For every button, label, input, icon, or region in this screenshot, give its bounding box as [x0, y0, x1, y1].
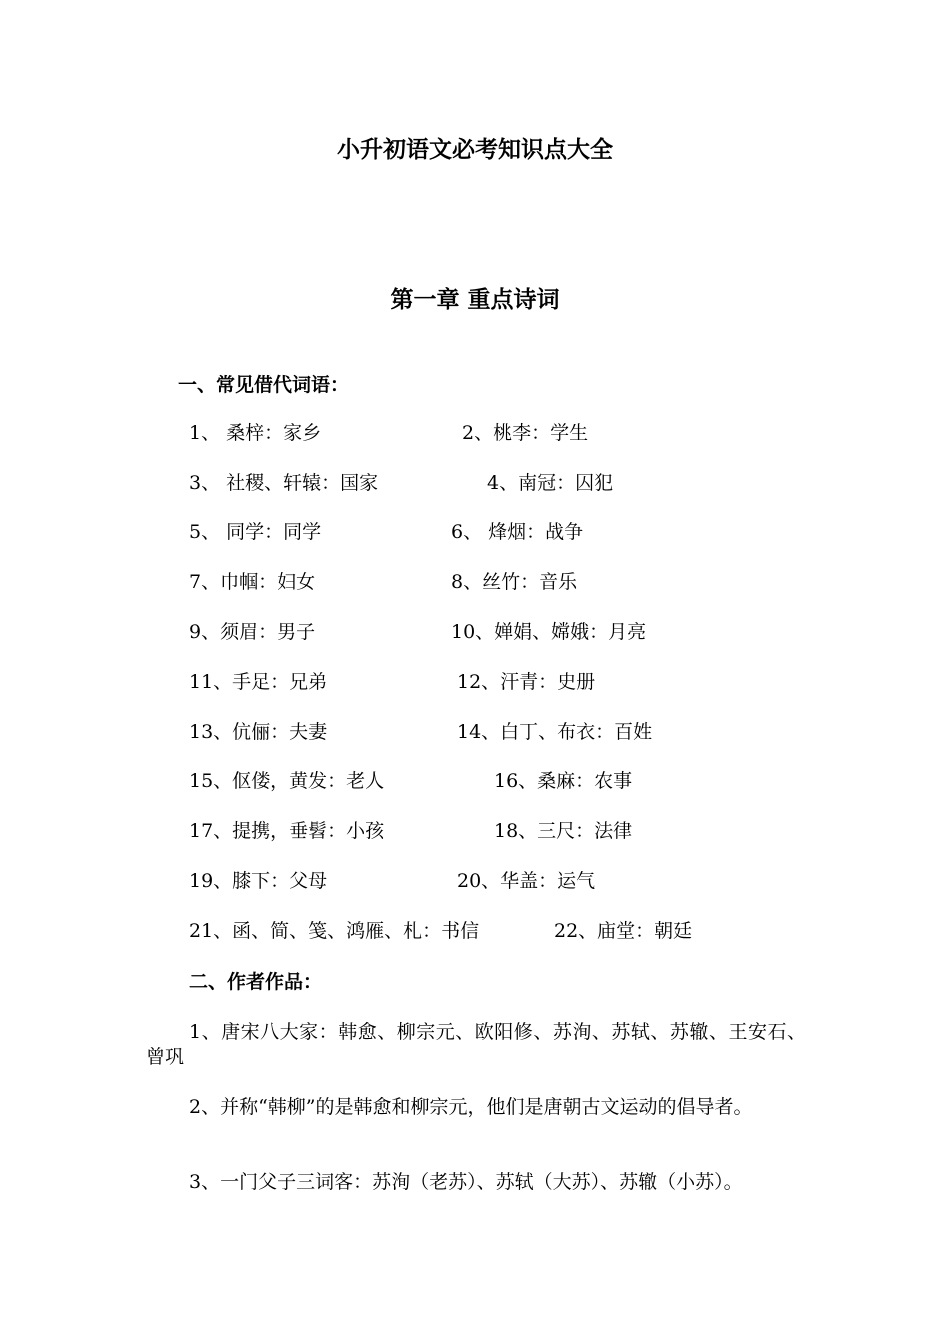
- metonymy-item: 21、函、简、笺、鸿雁、札：书信: [189, 920, 480, 942]
- metonymy-item: 5、 同学：同学: [189, 521, 322, 543]
- metonymy-item: 16、桑麻：农事: [494, 770, 633, 792]
- metonymy-item: 9、须眉：男子: [189, 621, 316, 643]
- metonymy-item: 13、伉俪：夫妻: [189, 721, 328, 743]
- metonymy-item: 12、汗青：史册: [457, 671, 596, 693]
- section-heading-authors: 二、作者作品：: [189, 971, 323, 993]
- chapter-title: 第一章 重点诗词: [390, 287, 560, 313]
- section-heading-metonymy: 一、常见借代词语：: [178, 374, 350, 396]
- metonymy-item: 20、华盖：运气: [457, 870, 596, 892]
- metonymy-item: 19、膝下：父母: [189, 870, 328, 892]
- metonymy-item: 8、丝竹：音乐: [451, 571, 578, 593]
- metonymy-item: 22、庙堂：朝廷: [554, 920, 693, 942]
- metonymy-item: 10、婵娟、嫦娥：月亮: [451, 621, 647, 643]
- metonymy-item: 7、巾帼：妇女: [189, 571, 316, 593]
- metonymy-item: 2、桃李：学生: [462, 422, 589, 444]
- author-paragraph: 3、一门父子三词客：苏洵（老苏）、苏轼（大苏）、苏辙（小苏）。: [189, 1171, 743, 1193]
- metonymy-item: 1、 桑梓：家乡: [189, 422, 322, 444]
- metonymy-item: 3、 社稷、轩辕：国家: [189, 472, 379, 494]
- metonymy-item: 4、南冠：囚犯: [487, 472, 614, 494]
- metonymy-item: 6、 烽烟：战争: [451, 521, 584, 543]
- metonymy-item: 17、提携，垂髫：小孩: [189, 820, 385, 842]
- author-paragraph: 1、唐宋八大家：韩愈、柳宗元、欧阳修、苏洵、苏轼、苏辙、王安石、曾巩: [146, 1021, 806, 1068]
- metonymy-item: 14、白丁、布衣：百姓: [457, 721, 653, 743]
- metonymy-item: 11、手足：兄弟: [189, 671, 328, 693]
- metonymy-item: 18、三尺：法律: [494, 820, 633, 842]
- author-paragraph: 2、并称“韩柳”的是韩愈和柳宗元，他们是唐朝古文运动的倡导者。: [189, 1096, 753, 1118]
- metonymy-item: 15、伛偻，黄发：老人: [189, 770, 385, 792]
- document-title: 小升初语文必考知识点大全: [337, 137, 613, 163]
